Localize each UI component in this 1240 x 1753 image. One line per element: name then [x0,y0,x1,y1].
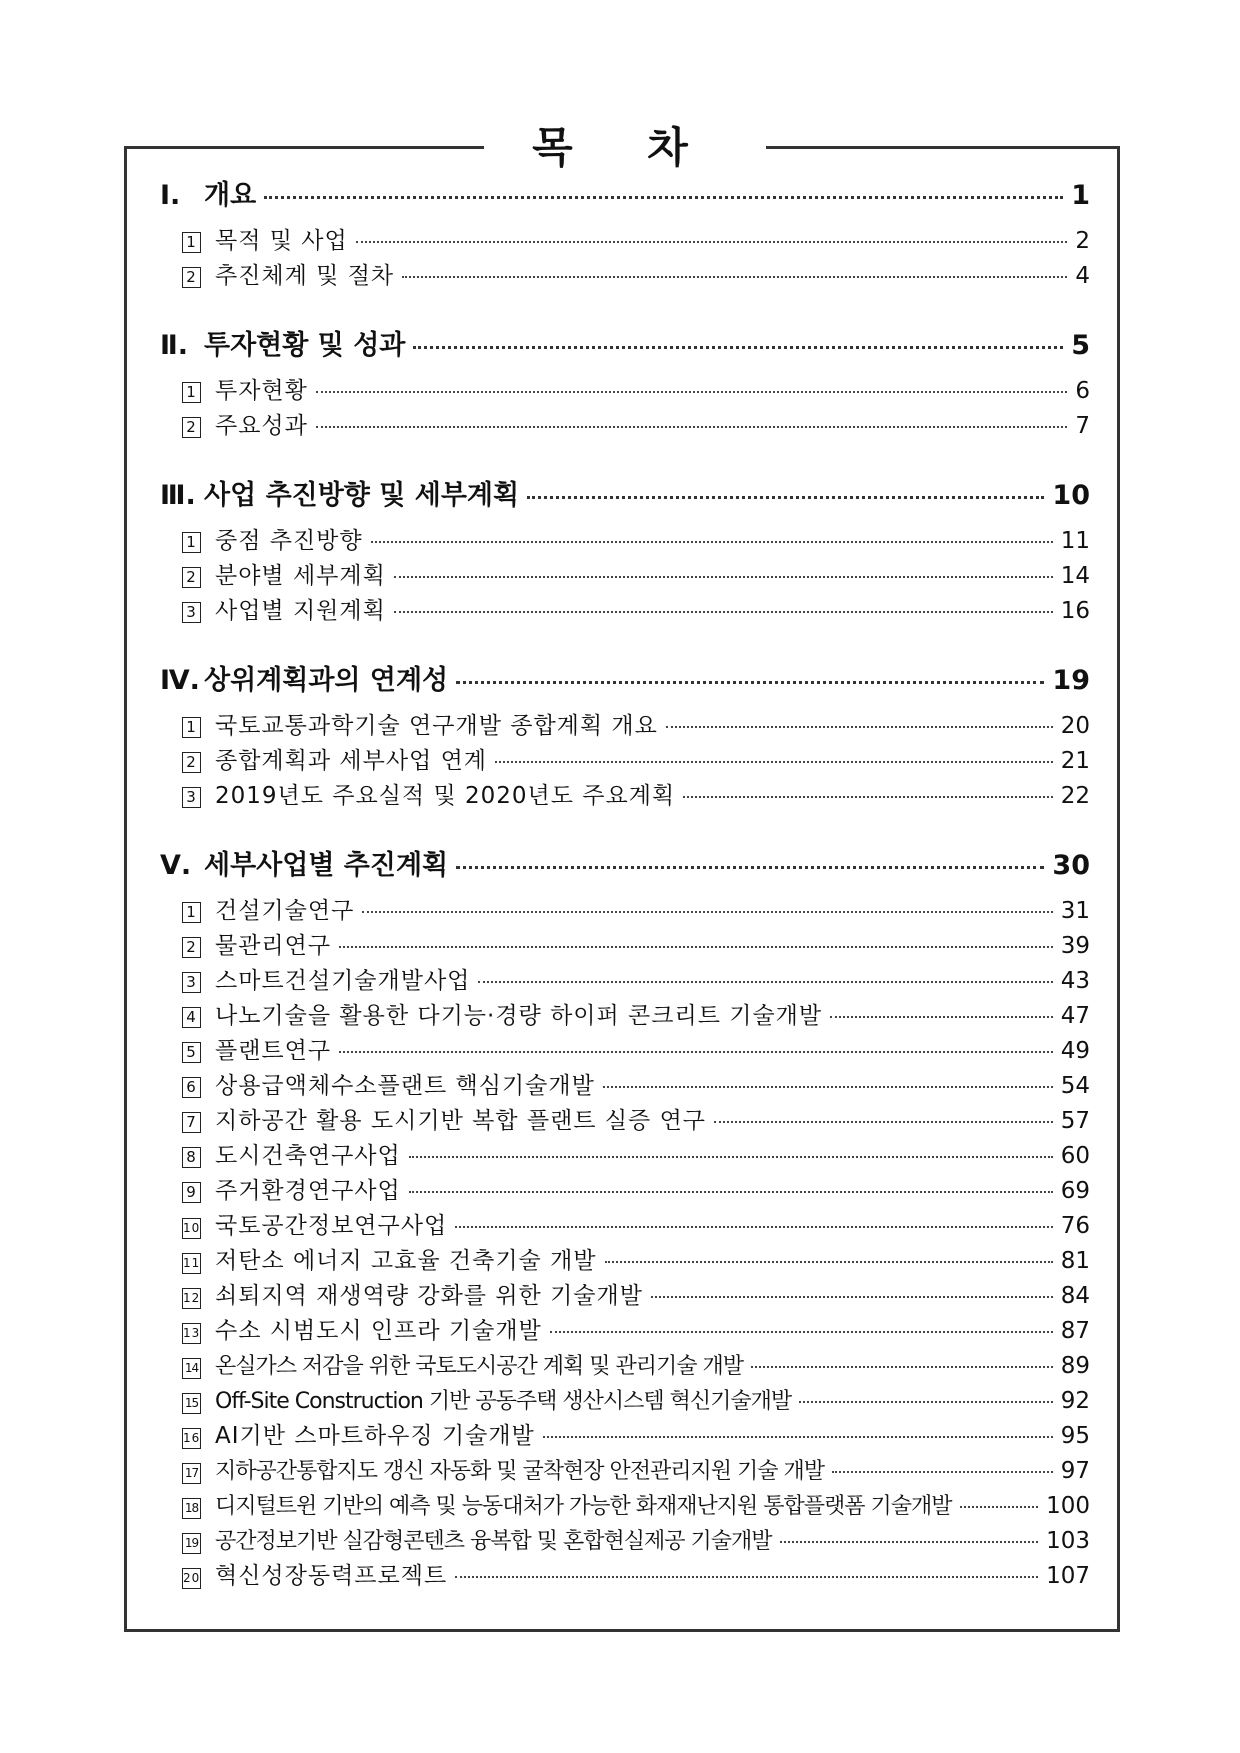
item-number-box: 15 [182,1393,201,1414]
dot-leader [550,1331,1053,1333]
item-label [182,1349,743,1384]
item-label [182,1139,401,1174]
page-number: 4 [1075,263,1090,289]
dot-leader [751,1366,1053,1368]
section-number: Ⅰ. [160,180,181,211]
item-title: 상용급액체수소플랜트 핵심기술개발 [215,1073,595,1099]
item-title: 종합계획과 세부사업 연계 [215,748,488,774]
item-title: 플랜트연구 [215,1038,332,1064]
page-number: 11 [1060,528,1090,554]
item-label [182,709,658,744]
item-number-box: 17 [182,1463,201,1484]
item-title: 온실가스 저감을 위한 국토도시공간 계획 및 관리기술 개발 [215,1354,744,1379]
toc-item[interactable] [160,1314,1090,1349]
dot-leader [402,276,1067,278]
item-number-box: 11 [182,1253,201,1274]
item-number-box: 10 [182,1218,201,1239]
dot-leader [543,1436,1053,1438]
toc-item[interactable] [160,1454,1090,1489]
dot-leader [264,196,1063,199]
toc-item[interactable] [160,929,1090,964]
item-number-box: 1 [182,232,201,253]
item-label [182,1209,447,1244]
item-number-box: 2 [182,752,201,773]
item-number-box: 6 [182,1077,201,1098]
page-number: 19 [1052,665,1090,696]
item-title: 사업별 지원계획 [215,598,386,624]
item-label [182,1279,643,1314]
dot-leader [799,1401,1053,1403]
item-label [182,1489,952,1524]
section-label [160,326,405,366]
dot-leader [683,796,1053,798]
page-number: 69 [1060,1178,1090,1204]
page-number: 49 [1060,1038,1090,1064]
dot-leader [394,576,1053,578]
dot-leader [356,241,1068,243]
dot-leader [371,541,1053,543]
item-label [182,1069,595,1104]
page-number: 107 [1046,1563,1090,1589]
item-label [182,374,308,409]
page-number: 76 [1060,1213,1090,1239]
item-number-box: 16 [182,1428,201,1449]
dot-leader [455,1226,1053,1228]
toc-item[interactable] [160,409,1090,444]
page-number: 20 [1060,713,1090,739]
item-title: 혁신성장동력프로젝트 [215,1563,448,1589]
dot-leader [666,726,1053,728]
section-title: 사업 추진방향 및 세부계획 [204,480,520,511]
section-label [160,661,448,701]
item-label [182,559,386,594]
item-title: 중점 추진방향 [215,528,363,554]
dot-leader [960,1506,1039,1508]
dot-leader [495,761,1053,763]
toc-item[interactable] [160,999,1090,1034]
toc-item[interactable] [160,1524,1090,1559]
item-title: 저탄소 에너지 고효율 건축기술 개발 [215,1248,597,1274]
toc-item[interactable] [160,594,1090,629]
dot-leader [413,346,1063,349]
toc-item[interactable] [160,1349,1090,1384]
section-number: Ⅱ. [160,330,189,361]
item-title: 추진체계 및 절차 [215,263,395,289]
dot-leader [409,1191,1053,1193]
page-number: 5 [1071,330,1090,361]
page-number: 92 [1060,1388,1090,1414]
toc-item[interactable] [160,524,1090,559]
dot-leader [394,611,1053,613]
dot-leader [316,426,1067,428]
item-label [182,929,331,964]
section-title: 개요 [204,180,257,211]
toc-section[interactable] [160,476,1090,516]
toc-item[interactable] [160,964,1090,999]
dot-leader [456,866,1044,869]
item-title: 목적 및 사업 [215,228,348,254]
page-number: 100 [1046,1493,1090,1519]
item-number-box: 2 [182,937,201,958]
section-title: 투자현황 및 성과 [204,330,406,361]
item-title: 국토공간정보연구사업 [215,1213,448,1239]
dot-leader [830,1016,1053,1018]
dot-leader [603,1086,1053,1088]
item-title: 국토교통과학기술 연구개발 종합계획 개요 [215,713,658,739]
dot-leader [478,981,1052,983]
dot-leader [651,1296,1053,1298]
dot-leader [527,496,1044,499]
page-number: 57 [1060,1108,1090,1134]
dot-leader [362,911,1052,913]
item-label [182,999,822,1034]
page-number: 47 [1060,1003,1090,1029]
page-number: 54 [1060,1073,1090,1099]
dot-leader [456,681,1044,684]
item-title: 공간정보기반 실감형콘텐츠 융복합 및 혼합현실제공 기술개발 [215,1529,772,1554]
dot-leader [339,946,1053,948]
page-number: 2 [1075,228,1090,254]
item-label [182,1104,706,1139]
item-number-box: 1 [182,902,201,923]
dot-leader [605,1261,1053,1263]
item-label [182,594,386,629]
toc-item[interactable] [160,1034,1090,1069]
toc-item[interactable] [160,1384,1090,1419]
item-title: 지하공간통합지도 갱신 자동화 및 굴착현장 안전관리지원 기술 개발 [215,1459,825,1484]
item-number-box: 12 [182,1288,201,1309]
page-number: 30 [1052,850,1090,881]
toc-item[interactable] [160,1489,1090,1524]
section-number: Ⅲ. [160,480,196,511]
item-title: AI기반 스마트하우징 기술개발 [215,1423,535,1449]
page-number: 14 [1060,563,1090,589]
toc-item[interactable] [160,259,1090,294]
page-number: 7 [1075,413,1090,439]
item-title: 디지털트윈 기반의 예측 및 능동대처가 가능한 화재재난지원 통합플랫폼 기술개발 [215,1494,952,1519]
item-title: 지하공간 활용 도시기반 복합 플랜트 실증 연구 [215,1108,707,1134]
page-number: 6 [1075,378,1090,404]
toc-section[interactable] [160,176,1090,216]
item-label [182,894,354,929]
item-number-box: 13 [182,1323,201,1344]
toc-item[interactable] [160,374,1090,409]
page-number: 21 [1060,748,1090,774]
item-label [182,1314,542,1349]
section-number: Ⅴ. [160,850,192,881]
page-number: 89 [1060,1353,1090,1379]
item-number-box: 3 [182,787,201,808]
toc-item[interactable] [160,744,1090,779]
item-number-box: 1 [182,717,201,738]
dot-leader [780,1541,1039,1543]
item-title: 주요성과 [215,413,308,439]
page-number: 31 [1060,898,1090,924]
item-number-box: 8 [182,1147,201,1168]
toc-item[interactable] [160,1244,1090,1279]
item-number-box: 4 [182,1007,201,1028]
item-number-box: 9 [182,1182,201,1203]
item-title: 분야별 세부계획 [215,563,386,589]
toc-section[interactable] [160,326,1090,366]
item-label [182,1419,535,1454]
item-number-box: 5 [182,1042,201,1063]
item-label [182,744,487,779]
item-label [182,259,394,294]
item-number-box: 1 [182,382,201,403]
dot-leader [455,1576,1038,1578]
section-title: 상위계획과의 연계성 [204,665,449,696]
table-of-contents [160,176,1090,1594]
toc-section[interactable] [160,661,1090,701]
page-number: 10 [1052,480,1090,511]
dot-leader [409,1156,1053,1158]
item-label [182,1034,331,1069]
item-title: Off-Site Construction 기반 공동주택 생산시스템 혁신기술개발 [215,1389,792,1414]
item-label [182,524,363,559]
page-number: 1 [1071,180,1090,211]
section-title: 세부사업별 추진계획 [204,850,449,881]
toc-item[interactable] [160,1174,1090,1209]
item-number-box: 2 [182,267,201,288]
page-number: 103 [1046,1528,1090,1554]
item-label [182,779,675,814]
toc-section[interactable] [160,846,1090,886]
page-number: 87 [1060,1318,1090,1344]
section-number: Ⅳ. [160,665,200,696]
item-title: 나노기술을 활용한 다기능·경량 하이퍼 콘크리트 기술개발 [215,1003,823,1029]
item-title: 건설기술연구 [215,898,355,924]
item-title: 2019년도 주요실적 및 2020년도 주요계획 [215,783,676,809]
toc-item[interactable] [160,1069,1090,1104]
toc-item[interactable] [160,1209,1090,1244]
toc-item[interactable] [160,1104,1090,1139]
toc-item[interactable] [160,709,1090,744]
item-label [182,409,308,444]
page-number: 60 [1060,1143,1090,1169]
item-title: 도시건축연구사업 [215,1143,401,1169]
dot-leader [832,1471,1053,1473]
item-number-box: 14 [182,1358,201,1379]
page-title: 목 차 [532,123,718,172]
item-title: 수소 시범도시 인프라 기술개발 [215,1318,542,1344]
section-label [160,476,519,516]
page-number: 97 [1060,1458,1090,1484]
toc-item[interactable] [160,1559,1090,1594]
item-title: 스마트건설기술개발사업 [215,968,471,994]
item-number-box: 2 [182,567,201,588]
item-number-box: 19 [182,1533,201,1554]
dot-leader [316,391,1067,393]
item-label [182,1454,824,1489]
section-label [160,176,256,216]
item-number-box: 18 [182,1498,201,1519]
page-number: 81 [1060,1248,1090,1274]
section-label [160,846,448,886]
item-title: 물관리연구 [215,933,332,959]
page-number: 16 [1060,598,1090,624]
item-number-box: 3 [182,602,201,623]
item-label [182,1384,791,1419]
toc-item[interactable] [160,559,1090,594]
dot-leader [714,1121,1053,1123]
item-number-box: 2 [182,417,201,438]
item-label [182,964,470,999]
item-label [182,1559,447,1594]
item-label [182,1524,772,1559]
toc-item[interactable] [160,894,1090,929]
page-number: 95 [1060,1423,1090,1449]
toc-item[interactable] [160,224,1090,259]
toc-item[interactable] [160,1419,1090,1454]
dot-leader [339,1051,1053,1053]
item-title: 쇠퇴지역 재생역량 강화를 위한 기술개발 [215,1283,643,1309]
item-label [182,1244,597,1279]
item-title: 주거환경연구사업 [215,1178,401,1204]
page-number: 43 [1060,968,1090,994]
page-number: 39 [1060,933,1090,959]
page-number: 22 [1060,783,1090,809]
item-number-box: 3 [182,972,201,993]
toc-item[interactable] [160,1279,1090,1314]
toc-item[interactable] [160,1139,1090,1174]
item-label [182,1174,401,1209]
page-number: 84 [1060,1283,1090,1309]
item-number-box: 7 [182,1112,201,1133]
item-label [182,224,348,259]
item-number-box: 1 [182,532,201,553]
item-number-box: 20 [182,1568,201,1589]
item-title: 투자현황 [215,378,308,404]
toc-item[interactable] [160,779,1090,814]
